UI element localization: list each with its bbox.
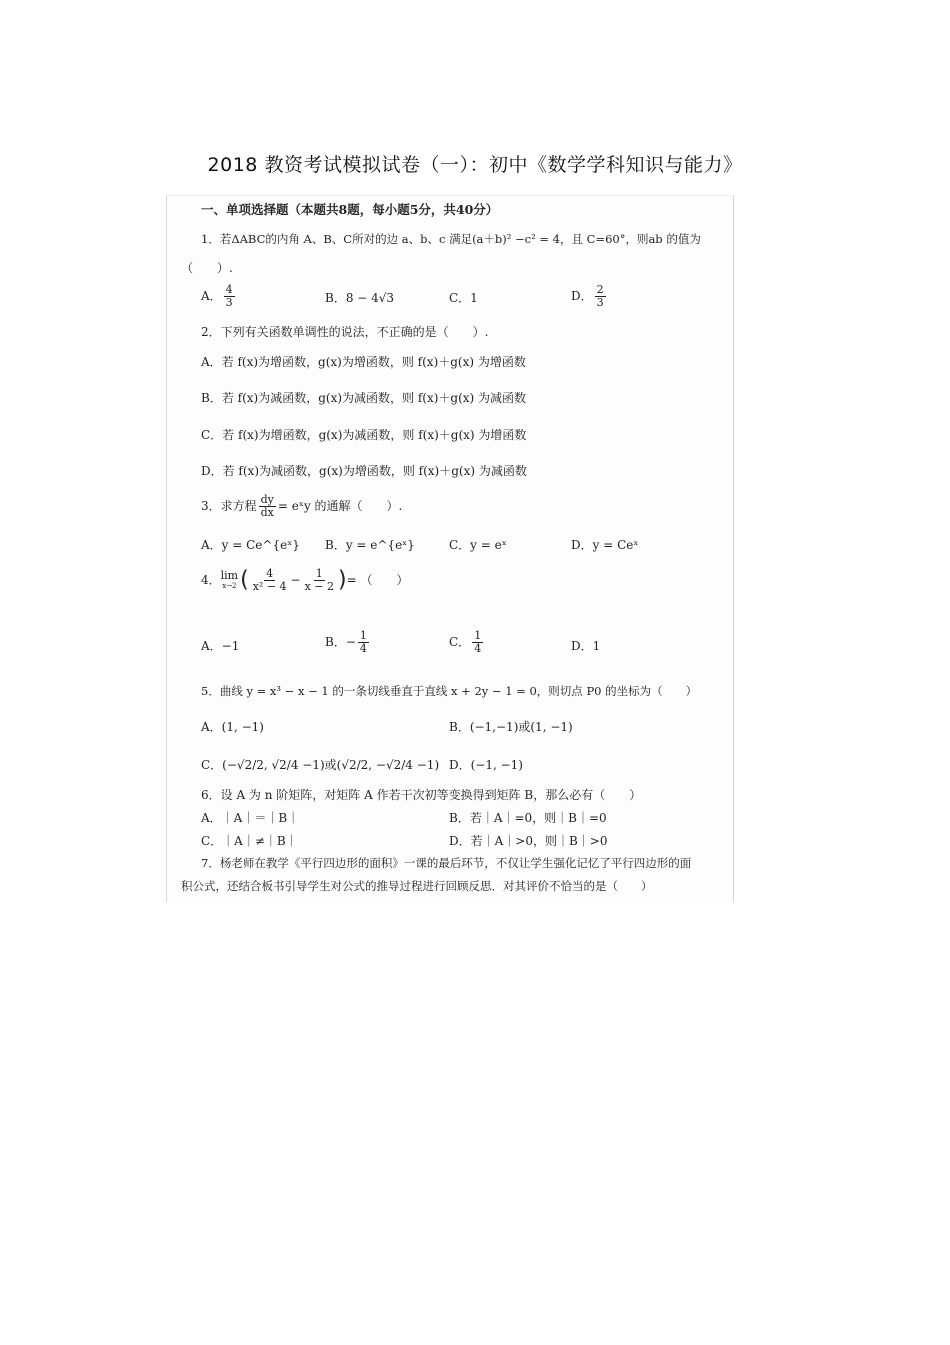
q5-option-a: A．(1, −1) — [201, 720, 264, 734]
q6-option-b: B．若｜A｜=0，则｜B｜=0 — [449, 811, 607, 825]
exam-scan — [166, 195, 734, 902]
q1-option-b: B．8 − 4√3 — [325, 291, 395, 305]
q3-option-a: A．y = Ce^{eˣ} — [201, 538, 300, 552]
q6-option-a: A．｜A｜＝｜B｜ — [201, 811, 300, 825]
q2-stem: 2．下列有关函数单调性的说法，不正确的是（ ）. — [201, 325, 489, 339]
q5-option-d: D．(−1, −1) — [449, 758, 523, 772]
q1-option-a: A． $\frac{4}{3}$ — [201, 283, 233, 309]
q4-option-c: C． $\frac{1}{4}$ — [449, 629, 482, 655]
q5-option-b: B．(−1,−1)或(1, −1) — [449, 720, 573, 734]
q2-option-c: C．若 f(x)为增函数，g(x)为减函数，则 f(x)＋g(x) 为增函数 — [201, 428, 527, 442]
q1-option-c: C．1 — [449, 291, 478, 305]
q3-option-b: B．y = e^{eˣ} — [325, 538, 415, 552]
q2-option-d: D．若 f(x)为减函数，g(x)为增函数，则 f(x)＋g(x) 为减函数 — [201, 464, 527, 478]
q5-option-c: C．(−√2/2, √2/4 −1)或(√2/2, −√2/4 −1) — [201, 758, 440, 772]
q3-option-d: D．y = Ceˣ — [571, 538, 639, 552]
q3-stem: 3．求方程 $\frac{dy}{dx}$ = eˣy 的通解（ ）. — [201, 493, 403, 519]
q4-option-d: D．1 — [571, 639, 601, 653]
q7-stem-line1: 7．杨老师在教学《平行四边形的面积》一课的最后环节，不仅让学生强化记忆了平行四边形的面 — [201, 856, 692, 870]
q4-stem: 4． lim x→2 ( $\frac{4}{\text{x² − 4}}$ − $\frac{1}{x - 2}$ )= （ ） — [201, 567, 409, 593]
section-heading: 一、单项选择题（本题共8题，每小题5分，共40分） — [201, 202, 499, 217]
q2-option-b: B．若 f(x)为减函数，g(x)为减函数，则 f(x)＋g(x) 为减函数 — [201, 391, 527, 405]
q7-stem-line2: 积公式，还结合板书引导学生对公式的推导过程进行回顾反思．对其评价不恰当的是（ ） — [181, 879, 653, 893]
q4-option-a: A．−1 — [201, 639, 240, 653]
q5-stem: 5．曲线 y = x³ − x − 1 的一条切线垂直于直线 x + 2y − 1 = 0，则切点 P0 的坐标为（ ） — [201, 684, 698, 698]
q4-option-b: B．− $\frac{1}{4}$ — [325, 629, 367, 655]
q2-option-a: A．若 f(x)为增函数，g(x)为增函数，则 f(x)＋g(x) 为增函数 — [201, 355, 526, 369]
q1-stem-cont: （ ）. — [181, 261, 233, 275]
q6-option-c: C．｜A｜≠｜B｜ — [201, 834, 298, 848]
page-title: 2018 教资考试模拟试卷（一）：初中《数学学科知识与能力》 — [207, 154, 743, 176]
q3-option-c: C．y = eˣ — [449, 538, 507, 552]
q6-option-d: D．若｜A｜>0，则｜B｜>0 — [449, 834, 608, 848]
q6-stem: 6．设 A 为 n 阶矩阵，对矩阵 A 作若干次初等变换得到矩阵 B，那么必有（ ） — [201, 788, 642, 802]
q1-option-d: D． $\frac{2}{3}$ — [571, 283, 604, 309]
q1-stem: 1．若ΔABC的内角 A、B、C所对的边 a、b、c 满足(a＋b)² −c² = 4，且 C=60°，则ab 的值为 — [201, 232, 701, 246]
